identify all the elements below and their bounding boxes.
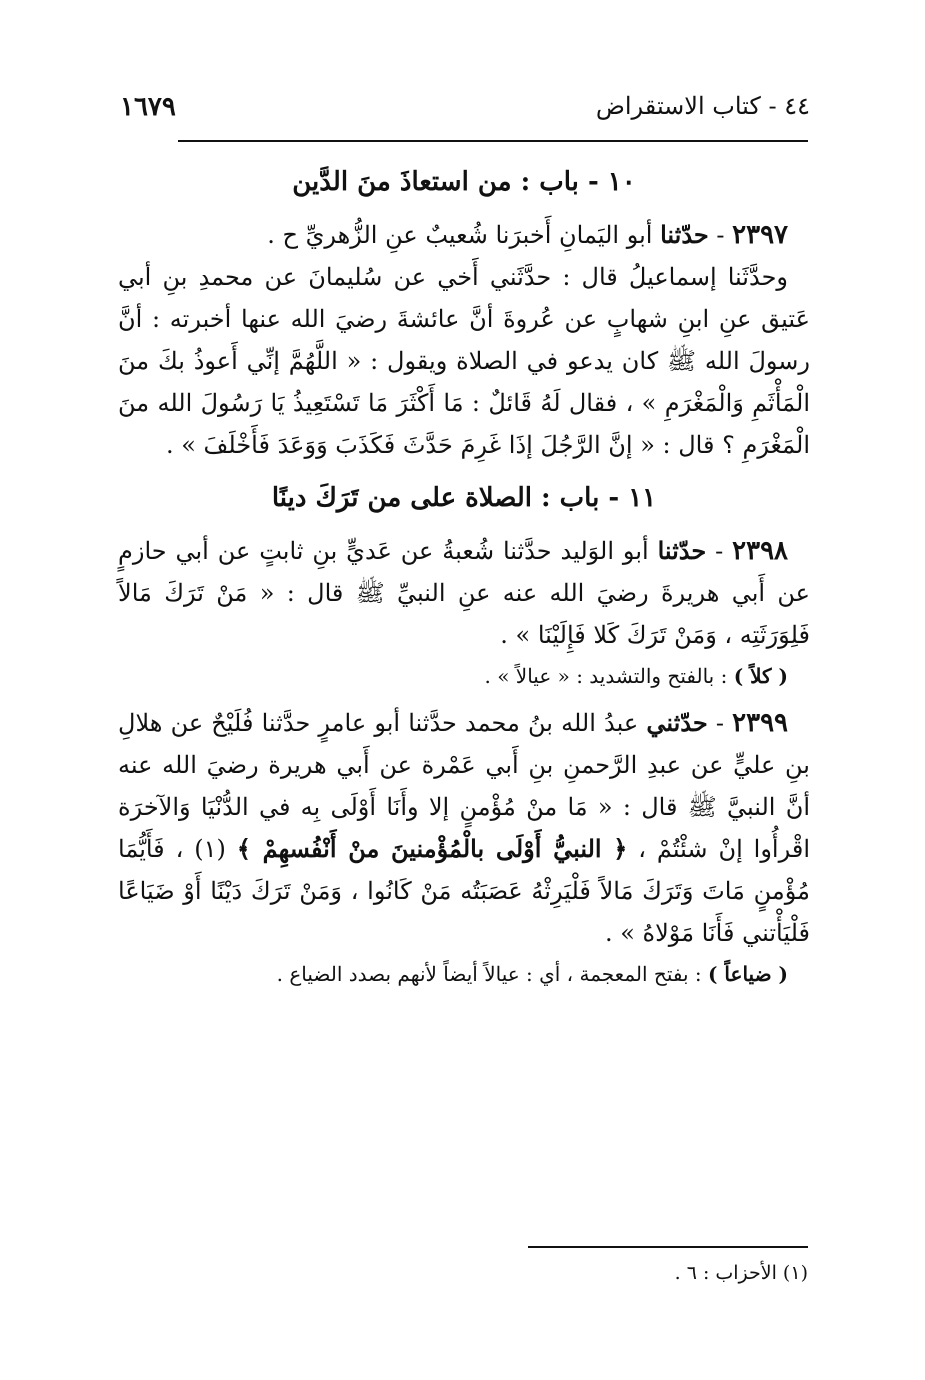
narration-verb: حدّثني xyxy=(646,708,708,737)
hadith-text: ، فَأَيُّمَا مُؤْمنٍ مَاتَ وَتَرَكَ مَالاً فَلْيَرِثْهُ عَصَبَتُه مَنْ كَانُوا ، وَمَنْ تَرَكَ دَيْنًا أَوْ ضَيَاعًا فَلْيَأْتني فَأَنَا مَوْلاهُ » . xyxy=(118,835,810,947)
footnote-rule xyxy=(528,1246,808,1248)
hadith-text: أبو اليَمانِ أَخبرَنا شُعيبٌ عنِ الزُّهريِّ ح . xyxy=(267,221,661,249)
hadith-2397-chain: وحدَّثَنا إسماعيلُ قال : حدَّثَني أَخي عن سُليمانَ عن محمدِ بنِ أبي عَتيق عنِ ابنِ شهابٍ عن عُروةَ أنَّ عائشةَ رضيَ الله عنها أخبرته : أنَّ رسولَ الله ﷺ كان يدعو في الصلاة ويقول : « اللَّهُمَّ إنِّي أَعوذُ بكَ منَ الْمَأْثَمِ وَالْمَغْرَمِ » ، فقال لَهُ قَائلٌ : مَا أَكْثَرَ مَا تَسْتَعِيذُ يَا رَسُولَ الله منَ الْمَغْرَمِ ؟ قال : « إنَّ الرَّجُلَ إذَا غَرِمَ حَدَّثَ فَكَذَبَ وَوَعَدَ فَأَخْلَفَ » . xyxy=(118,263,810,459)
note-text: : بالفتح والتشديد : « عيالاً » . xyxy=(484,664,734,688)
hadith-text: عبدُ الله بنُ محمد حدَّثنا أبو عامرٍ حدَّثنا فُلَيْحٌ عن هلالِ بنِ عليٍّ عن عبدِ الرَّحمنِ بنِ أَبي عَمْرة عن أَبي هريرة رضيَ الله عنه أنَّ النبيَّ ﷺ قال : « مَا منْ مُؤْمنٍ إلا وأَنَا أَوْلَى بِه في الدُّنْيَا وَالآخرَة اقْرأُوا إنْ شئْتُمْ ، xyxy=(118,709,810,863)
explanatory-note xyxy=(118,954,810,994)
hadith-number: ٢٣٩٨ xyxy=(732,536,788,566)
hadith-2399 xyxy=(118,702,810,954)
running-title: ٤٤ - كتاب الاستقراض xyxy=(595,92,810,120)
hadith-dash: - xyxy=(707,709,733,737)
footnote-reference: (١) xyxy=(183,835,237,863)
chapter-heading: ١٠ - باب : من استعاذَ منَ الدَّين xyxy=(292,167,636,197)
hadith-2397 xyxy=(118,214,810,256)
page-number: ١٦٧٩ xyxy=(120,92,176,122)
header-rule xyxy=(178,140,808,142)
quran-verse: ﴿ النبيُّ أَوْلَى بالْمُؤْمنينَ منْ أَنْفُسهِمْ ﴾ xyxy=(236,834,628,863)
hadith-dash: - xyxy=(708,221,733,249)
hadith-2398 xyxy=(118,530,810,656)
narration-verb: حدّثنا xyxy=(660,220,709,249)
page-body xyxy=(118,150,810,994)
hadith-number: ٢٣٩٧ xyxy=(732,220,788,250)
chapter-heading: ١١ - باب : الصلاة على من تَرَكَ دينًا xyxy=(271,483,657,513)
explanatory-note xyxy=(118,656,810,696)
footnote: (١) الأحزاب : ٦ . xyxy=(674,1262,808,1284)
hadith-text: أبو الوَليد حدَّثنا شُعبةُ عن عَديٍّ بنِ ثابتٍ عن أبي حازمٍ عن أَبي هريرةَ رضيَ الله عنه عنِ النبيِّ ﷺ قال : « مَنْ تَرَكَ مَالاً فَلِوَرَثَتِه ، وَمَنْ تَرَكَ كَلا فَإِلَيْنَا » . xyxy=(118,537,810,649)
note-text: : بفتح المعجمة ، أي : عيالاً أيضاً لأنهم بصدد الضياع . xyxy=(276,962,708,986)
note-term: ( ضياعاً ) xyxy=(708,962,788,986)
page-header xyxy=(120,92,810,132)
hadith-number: ٢٣٩٩ xyxy=(732,708,789,738)
note-term: ( كلاً ) xyxy=(733,664,788,688)
narration-verb: حدّثنا xyxy=(657,536,707,565)
hadith-dash: - xyxy=(706,537,733,565)
